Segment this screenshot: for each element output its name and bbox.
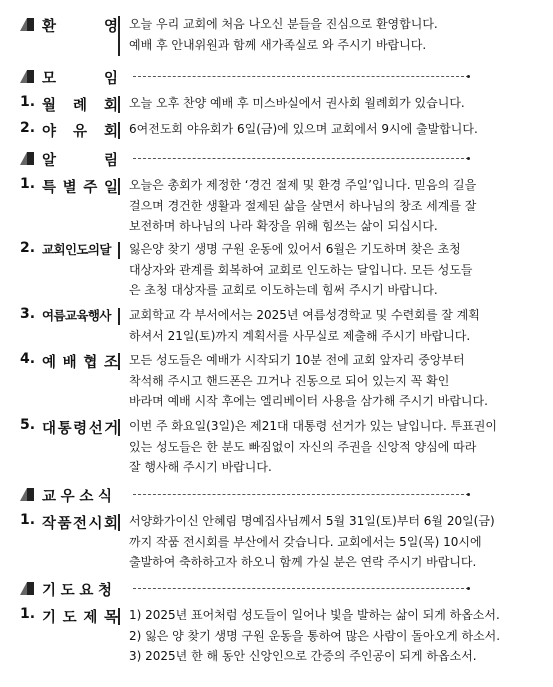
divider-bar — [118, 419, 120, 436]
item-text — [129, 416, 537, 478]
text-line: 2) 잃은 양 찾기 생명 구원 운동을 통하여 많은 사람이 돌아오게 하소서. — [129, 628, 501, 643]
rule-end-dot — [467, 587, 470, 590]
dashed-rule — [133, 158, 469, 159]
item-text — [129, 305, 537, 346]
item-text — [129, 605, 537, 667]
dashed-rule — [133, 588, 469, 589]
divider-bar — [118, 514, 120, 531]
text-line: 보전하며 하나님의 나라 확장을 위해 힘쓰는 삶이 되십시다. — [129, 219, 438, 233]
item-label: 작 품 전 시 회 — [42, 516, 118, 532]
item-text — [129, 511, 537, 573]
text-line: 1) 2025년 표어처럼 성도들이 일어나 빛을 발하는 삶이 되게 하옵소서. — [129, 608, 500, 622]
item-number: 1. — [20, 176, 36, 192]
divider-bar — [118, 122, 120, 139]
text-line: 까지 작품 전시회를 부산에서 갖습니다. 교회에서는 5일(목) 10시에 — [129, 534, 482, 549]
item-label: 교회인도의달 — [42, 242, 111, 257]
item-label: 특 별 주 일 — [42, 180, 118, 196]
text-line: 예배 후 안내위원과 함께 새가족실로 와 주시기 바랍니다. — [129, 37, 427, 52]
rule-end-dot — [467, 493, 470, 496]
section-marker-icon — [20, 152, 34, 165]
item-label: 기 도 제 목 — [42, 610, 118, 626]
text-line: 오늘 오후 찬양 예배 후 미스바실에서 권사회 월례회가 있습니다. — [129, 96, 465, 110]
item-number: 1. — [20, 94, 36, 110]
text-line: 오늘은 총회가 제정한 ‘경건 절제 및 환경 주일’입니다. 믿음의 길을 — [129, 178, 477, 192]
item-number: 1. — [20, 606, 36, 622]
section-title-welcome: 환 영 — [42, 19, 118, 35]
text-line: 3) 2025년 한 해 동안 신앙인으로 간증의 주인공이 되게 하옵소서. — [129, 649, 477, 663]
section-title-notices: 알 림 — [42, 153, 118, 169]
item-text — [129, 175, 537, 237]
section-title-meetings: 모 임 — [42, 71, 118, 87]
divider-bar — [118, 96, 120, 113]
text-line: 모든 성도들은 예배가 시작되기 10분 전에 교회 앞자리 중앙부터 — [129, 353, 465, 367]
text-line: 교회학교 각 부서에서는 2025년 여름성경학교 및 수련회를 잘 계획 — [129, 308, 480, 322]
welcome-text — [129, 14, 537, 55]
divider-bar — [118, 178, 120, 195]
text-line: 서양화가이신 안혜림 명예집사님께서 5월 31일(토)부터 6월 20일(금) — [129, 514, 495, 528]
item-text — [129, 93, 537, 114]
item-label: 여름교육행사 — [42, 308, 111, 323]
item-number: 2. — [20, 120, 36, 136]
divider-bar — [118, 308, 120, 325]
section-marker-icon — [20, 18, 34, 31]
section-marker-icon — [20, 488, 34, 501]
item-label: 월 례 회 — [42, 98, 118, 114]
item-label: 대 통 령 선 거 — [42, 421, 118, 437]
divider-bar — [118, 16, 120, 56]
text-line: 잘 행사해 주시기 바랍니다. — [129, 460, 272, 474]
dashed-rule — [133, 494, 469, 495]
item-text — [129, 239, 537, 301]
text-line: 대상자와 관계를 회복하여 교회로 인도하는 달입니다. 모든 성도들 — [129, 262, 473, 277]
dashed-rule — [133, 76, 469, 77]
text-line: 있는 성도들은 한 분도 빠짐없이 자신의 주권을 신앙적 양심에 따라 — [129, 439, 477, 454]
text-line: 착석해 주시고 핸드폰은 끄거나 진동으로 되어 있는지 꼭 확인 — [129, 373, 450, 388]
item-label: 야 유 회 — [42, 124, 118, 140]
item-number: 1. — [20, 512, 36, 528]
item-number: 2. — [20, 240, 36, 256]
section-title-church-news: 교 우 소 식 — [42, 489, 112, 505]
divider-bar — [118, 608, 120, 625]
item-number: 5. — [20, 417, 36, 433]
divider-bar — [118, 353, 120, 370]
item-text — [129, 350, 537, 412]
rule-end-dot — [467, 157, 470, 160]
item-text — [129, 119, 537, 140]
text-line: 오늘 우리 교회에 처음 나오신 분들을 진심으로 환영합니다. — [129, 17, 438, 31]
section-marker-icon — [20, 70, 34, 83]
section-marker-icon — [20, 582, 34, 595]
text-line: 걸으며 경건한 생활과 절제된 삶을 살면서 하나님의 창조 세계를 잘 — [129, 198, 477, 213]
text-line: 은 초청 대상자를 교회로 이도하는데 힘써 주시기 바랍니다. — [129, 283, 438, 297]
text-line: 이번 주 화요일(3일)은 제21대 대통령 선거가 있는 날입니다. 투표권이 — [129, 419, 497, 433]
rule-end-dot — [467, 75, 470, 78]
text-line: 잃은양 찾기 생명 구원 운동에 있어서 6월은 기도하며 찾은 초청 — [129, 242, 461, 256]
divider-bar — [118, 242, 120, 259]
text-line: 6여전도회 야유회가 6일(금)에 있으며 교회에서 9시에 출발합니다. — [129, 122, 478, 136]
section-title-prayer: 기 도 요 청 — [42, 583, 112, 599]
item-number: 4. — [20, 351, 36, 367]
item-label: 예 배 협 조 — [42, 355, 118, 371]
text-line: 출발하여 축하하고자 하오니 함께 가실 분은 연락 주시기 바랍니다. — [129, 555, 477, 569]
item-number: 3. — [20, 306, 36, 322]
text-line: 하셔서 21일(토)까지 계획서를 사무실로 제출해 주시기 바랍니다. — [129, 328, 471, 343]
text-line: 바라며 예배 시작 후에는 엘리베이터 사용을 삼가해 주시기 바랍니다. — [129, 394, 488, 408]
